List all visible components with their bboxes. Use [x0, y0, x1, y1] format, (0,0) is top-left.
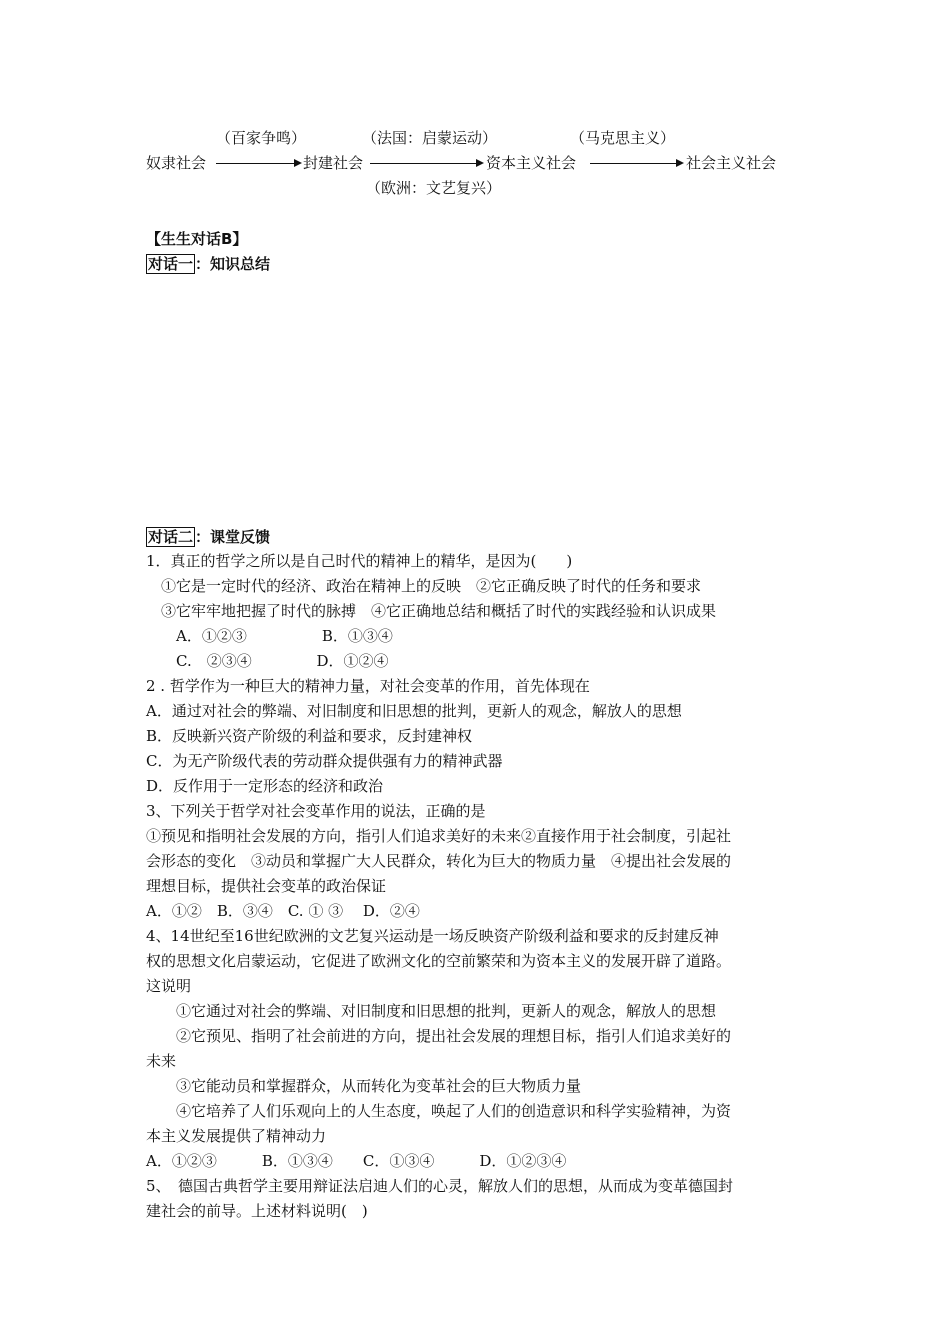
label-renaissance: （欧洲：文艺复兴） — [366, 179, 502, 197]
text-line: ①它是一定时代的经济、政治在精神上的反映 ②它正确反映了时代的任务和要求 — [146, 577, 702, 595]
text-line: ③它能动员和掌握群众，从而转化为变革社会的巨大物质力量 — [146, 1077, 582, 1095]
dialog1-box: 对话一 — [148, 255, 194, 273]
dialog2-box: 对话二 — [148, 528, 194, 546]
node-feudal-society: 封建社会 — [303, 154, 364, 172]
text-line: A．通过对社会的弊端、对旧制度和旧思想的批判，更新人的观念，解放人的思想 — [146, 702, 682, 720]
arrow-2 — [370, 163, 482, 164]
section-title: 【生生对话B】 — [146, 230, 248, 248]
dialog2-heading — [146, 526, 270, 547]
node-socialist-society: 社会主义社会 — [686, 154, 777, 172]
text-line: 2 . 哲学作为一种巨大的精神力量，对社会变革的作用，首先体现在 — [146, 677, 590, 695]
node-capitalist-society: 资本主义社会 — [486, 154, 577, 172]
text-line: 会形态的变化 ③动员和掌握广大人民群众，转化为巨大的物质力量 ④提出社会发展的 — [146, 852, 732, 870]
text-line: A．①②③ B．①③④ — [146, 627, 393, 645]
text-line: 本主义发展提供了精神动力 — [146, 1127, 327, 1145]
text-line: 建社会的前导。上述材料说明( ) — [146, 1202, 368, 1220]
text-line: A．①②③ B．①③④ C．①③④ D．①②③④ — [146, 1152, 567, 1170]
text-line: 1．真正的哲学之所以是自己时代的精神上的精华，是因为( ) — [146, 552, 573, 570]
text-line: 理想目标，提供社会变革的政治保证 — [146, 877, 387, 895]
text-line: ②它预见、指明了社会前进的方向，提出社会发展的理想目标，指引人们追求美好的 — [146, 1027, 732, 1045]
dialog1-heading — [146, 253, 270, 274]
node-slave-society: 奴隶社会 — [146, 154, 207, 172]
text-line: ③它牢牢地把握了时代的脉搏 ④它正确地总结和概括了时代的实践经验和认识成果 — [146, 602, 717, 620]
text-line: C．为无产阶级代表的劳动群众提供强有力的精神武器 — [146, 752, 503, 770]
text-line: D．反作用于一定形态的经济和政治 — [146, 777, 384, 795]
text-line: 这说明 — [146, 977, 192, 995]
text-line: 3、下列关于哲学对社会变革作用的说法，正确的是 — [146, 802, 486, 820]
text-line: 5、 德国古典哲学主要用辩证法启迪人们的心灵，解放人们的思想，从而成为变革德国封 — [146, 1177, 734, 1195]
text-line: ④它培养了人们乐观向上的人生态度，唤起了人们的创造意识和科学实验精神，为资 — [146, 1102, 732, 1120]
dialog2-rest: ：课堂反馈 — [195, 528, 271, 546]
text-line: 未来 — [146, 1052, 177, 1070]
text-line: ①它通过对社会的弊端、对旧制度和旧思想的批判，更新人的观念，解放人的思想 — [146, 1002, 717, 1020]
text-line: 权的思想文化启蒙运动，它促进了欧洲文化的空前繁荣和为资本主义的发展开辟了道路。 — [146, 952, 732, 970]
label-marxism: （马克思主义） — [570, 129, 676, 147]
dialog1-rest: ：知识总结 — [195, 255, 271, 273]
label-enlightenment: （法国：启蒙运动） — [362, 129, 498, 147]
arrow-3 — [590, 163, 682, 164]
text-line: B．反映新兴资产阶级的利益和要求，反封建神权 — [146, 727, 473, 745]
text-line: 4、14世纪至16世纪欧洲的文艺复兴运动是一场反映资产阶级利益和要求的反封建反神 — [146, 927, 719, 945]
text-line: A．①② B．③④ C. ① ③ D．②④ — [146, 902, 420, 920]
arrow-1 — [216, 163, 300, 164]
label-baijia: （百家争鸣） — [216, 129, 307, 147]
text-line: ①预见和指明社会发展的方向，指引人们追求美好的未来②直接作用于社会制度，引起社 — [146, 827, 732, 845]
text-line: C. ②③④ D．①②④ — [146, 652, 389, 670]
